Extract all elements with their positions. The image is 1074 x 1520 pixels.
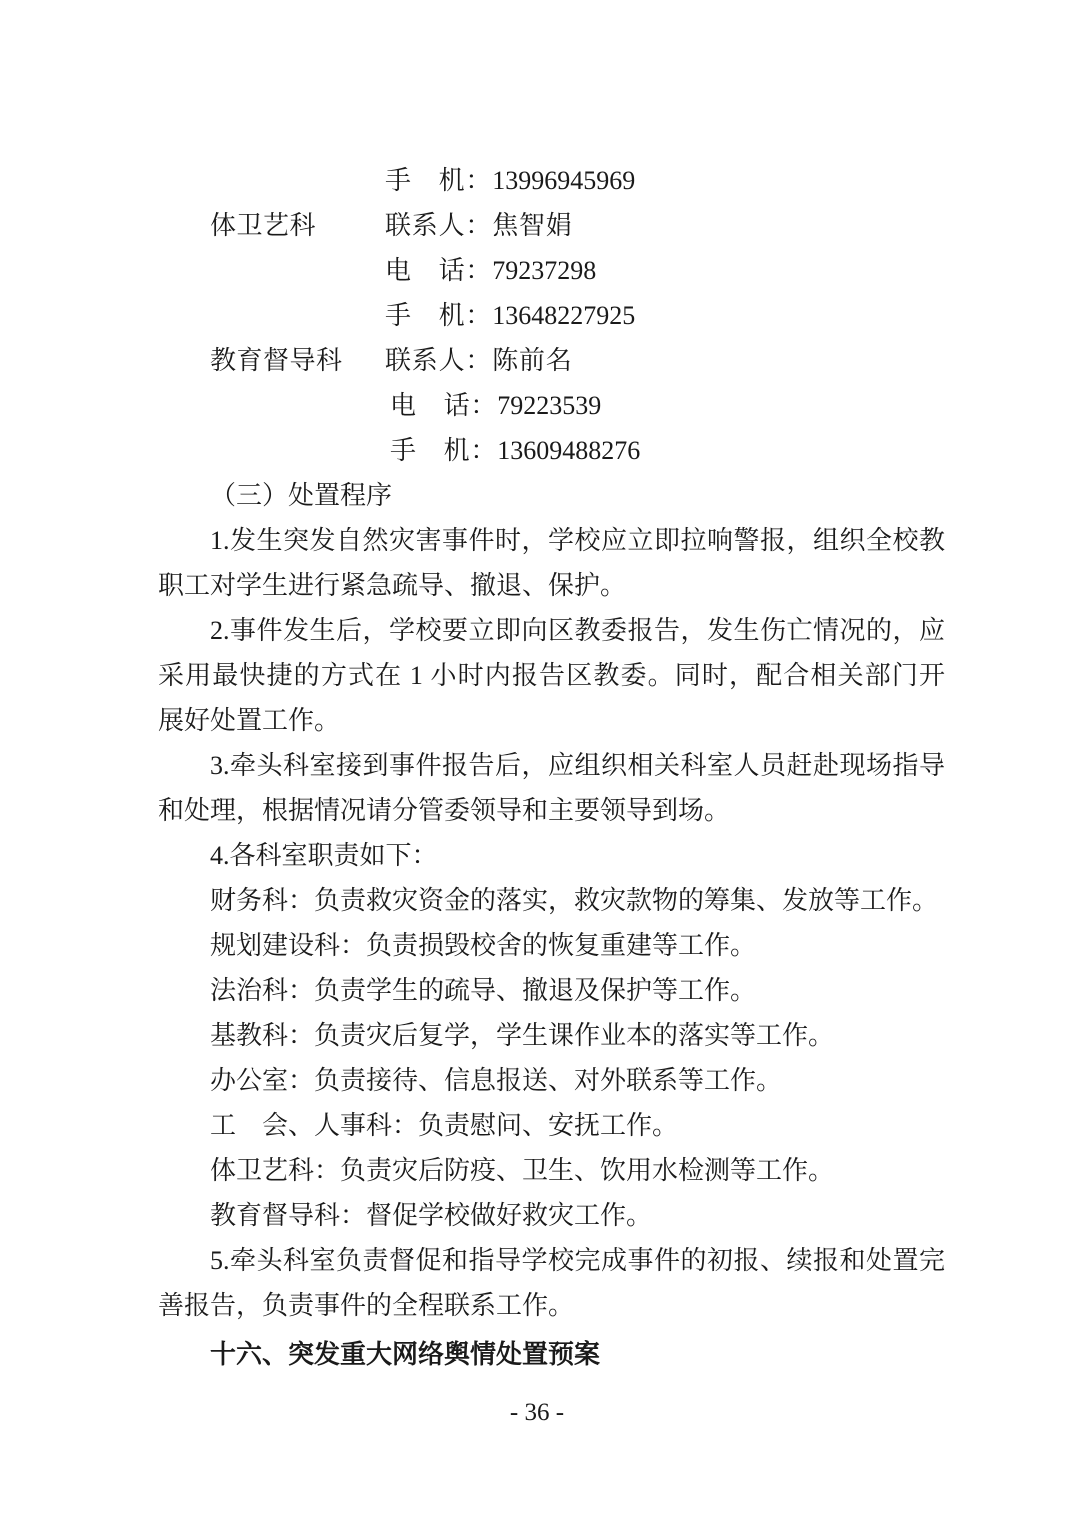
contact-person-label: 联系人：	[385, 346, 493, 375]
paragraph-line: 4.各科室职责如下：	[210, 841, 438, 870]
page-number: - 36 -	[509, 1399, 565, 1426]
contact-info	[385, 338, 573, 383]
duty-item: 办公室：负责接待、信息报送、对外联系等工作。	[210, 1066, 783, 1095]
telephone-label: 电 话：	[390, 391, 498, 420]
telephone-number: 79237298	[492, 256, 597, 285]
contact-info	[385, 293, 635, 338]
contact-line	[158, 203, 945, 248]
duty-item: 法治科：负责学生的疏导、撤退及保护等工作。	[210, 976, 757, 1005]
paragraph-line: 采用最快捷的方式在 1 小时内报告区教委。同时，配合相关部门开	[158, 661, 945, 690]
section-heading: （三）处置程序	[210, 481, 393, 510]
contact-info	[390, 383, 601, 428]
contact-person: 陈前名	[492, 346, 573, 375]
paragraph-line: 和处理，根据情况请分管委领导和主要领导到场。	[158, 796, 731, 825]
paragraph-line: 善报告，负责事件的全程联系工作。	[158, 1291, 575, 1320]
contact-info	[385, 158, 635, 203]
duty-item: 财务科：负责救灾资金的落实，救灾款物的筹集、发放等工作。	[210, 886, 939, 915]
mobile-label: 手 机：	[385, 301, 493, 330]
mobile-number: 13996945969	[492, 166, 636, 195]
paragraph-line: 职工对学生进行紧急疏导、撤退、保护。	[158, 571, 627, 600]
paragraph-line: 5.牵头科室负责督促和指导学校完成事件的初报、续报和处置完	[210, 1246, 945, 1275]
contact-line	[158, 158, 945, 203]
mobile-label: 手 机：	[385, 166, 493, 195]
duty-item: 教育督导科：督促学校做好救灾工作。	[210, 1201, 653, 1230]
mobile-number: 13648227925	[492, 301, 636, 330]
duty-item: 体卫艺科：负责灾后防疫、卫生、饮用水检测等工作。	[210, 1156, 835, 1185]
duty-item: 工 会、人事科：负责慰问、安抚工作。	[210, 1111, 679, 1140]
department-name: 体卫艺科	[210, 211, 317, 240]
paragraph-line: 2.事件发生后，学校要立即向区教委报告，发生伤亡情况的，应	[210, 616, 945, 645]
duty-item: 规划建设科：负责损毁校舍的恢复重建等工作。	[210, 931, 757, 960]
contact-person-label: 联系人：	[385, 211, 493, 240]
contact-line	[158, 293, 945, 338]
duty-item: 基教科：负责灾后复学，学生课作业本的落实等工作。	[210, 1021, 835, 1050]
mobile-label: 手 机：	[390, 436, 498, 465]
contact-info	[385, 248, 596, 293]
next-section-heading: 十六、突发重大网络舆情处置预案	[210, 1339, 601, 1369]
contact-line	[158, 338, 945, 383]
paragraph-line: 展好处置工作。	[158, 706, 341, 735]
contact-line	[158, 428, 945, 473]
paragraph-line: 3.牵头科室接到事件报告后，应组织相关科室人员赶赴现场指导	[210, 751, 945, 780]
contact-line	[158, 248, 945, 293]
mobile-number: 13609488276	[497, 436, 641, 465]
contact-person: 焦智娟	[492, 211, 573, 240]
telephone-label: 电 话：	[385, 256, 493, 285]
contact-line	[158, 383, 945, 428]
page-content	[158, 158, 945, 1380]
department-name: 教育督导科	[210, 346, 343, 375]
contact-info	[385, 203, 573, 248]
telephone-number: 79223539	[497, 391, 602, 420]
contact-info	[390, 428, 640, 473]
paragraph-line: 1.发生突发自然灾害事件时，学校应立即拉响警报，组织全校教	[210, 526, 945, 555]
